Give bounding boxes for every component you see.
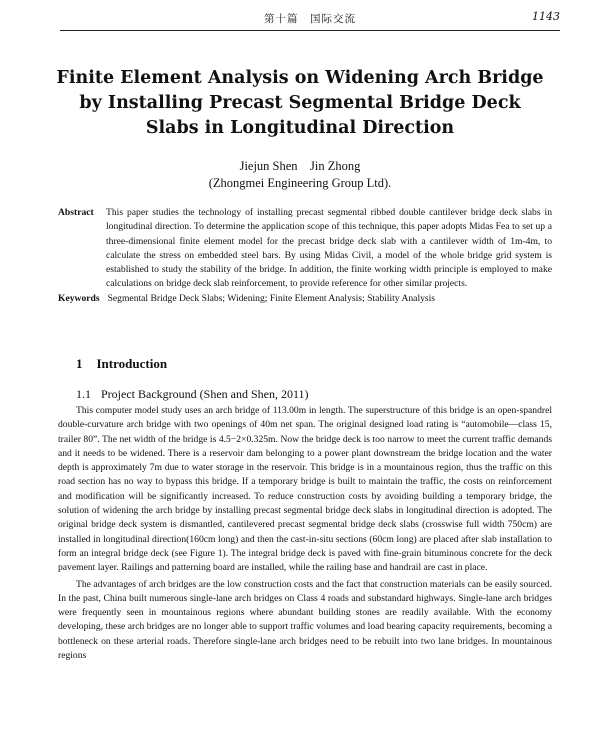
- chapter-title: 第十篇 国际交流: [264, 13, 356, 25]
- abstract-block: [58, 206, 552, 306]
- author-affiliation: (Zhongmei Engineering Group Ltd).: [208, 176, 392, 190]
- subsection-heading: [76, 387, 309, 402]
- page-number: 1143: [532, 10, 560, 23]
- section-title: Introduction: [96, 356, 168, 371]
- title-line: by Installing Precast Segmental Bridge Deck: [79, 93, 521, 113]
- section-number: 1: [76, 356, 83, 371]
- title-line: Slabs in Longitudinal Direction: [145, 118, 455, 138]
- abstract-label: Abstract: [58, 207, 94, 218]
- paper-title: [50, 66, 550, 141]
- body-text: [58, 404, 552, 665]
- running-header: [60, 8, 560, 31]
- subsection-number: 1.1: [76, 387, 91, 401]
- body-paragraph: This computer model study uses an arch bridge of 113.00m in length. The superstructure of this bridge is an open-spandrel double-curvature arch bridge with two openings of 40m net span. The original designed load rating is “automobile—class 15, trailer 80”. The net width of the bridge is 4.5−2×0.325m. Now the bridge deck is too narrow to meet the current traffic demands and it needs to be widened. There is a reservoir dam belonging to a power plant downstream the bridge location and the water depth is approximately 7m due to water storage in the reservoir. This bridge is in a mountainous region, thus the traffic on this road section has no way to bypass this bridge. If a temporary bridge is built to maintain the traffic, the costs on reinforcement and modification will be significantly increased. To reduce construction costs by avoiding building a temporary bridge, the solution of widening the arch bridge by installing precast segmental bridge deck slabs in longitudinal direction is adopted. The original bridge deck system is dismantled, cantilevered precast segmental bridge deck slabs (crosswise full width 750cm) are installed in longitudinal direction(160cm long) and then the cast-in-situ sections (60cm long) are placed after slab installation to form an integral bridge deck (see Figure 1). The integral bridge deck is paved with fine-grain bituminous concrete for the deck pavement layer. Railings and patterning board are installed, while the railing base and handrail are cast in place.: [58, 405, 552, 574]
- section-heading: [76, 356, 167, 372]
- author-names: Jiejun Shen Jin Zhong: [239, 159, 361, 173]
- subsection-title: Project Background (Shen and Shen, 2011): [101, 387, 309, 401]
- body-paragraph: The advantages of arch bridges are the low construction costs and the fact that construction materials can be easily sourced. In the past, China built numerous single-lane arch bridges on Class 4 roads and substandard highways. Single-lane arch bridges were frequently seen in mountainous regions where abundant building stones are readily available. With the economy developing, these arch bridges are no longer able to support traffic volumes and load bearing capacity requirements, becoming a bottleneck on these arterial roads. Therefore single-lane arch bridges need to be rebuilt into two lane bridges. In mountainous regions: [58, 578, 552, 662]
- title-line: Finite Element Analysis on Widening Arch Bridge: [56, 68, 544, 88]
- keywords-text: Segmental Bridge Deck Slabs; Widening; Finite Element Analysis; Stability Analysis: [107, 292, 436, 304]
- author-block: [50, 158, 550, 192]
- abstract-text: This paper studies the technology of installing precast segmental ribbed double cantilever bridge deck slabs in longitudinal direction. To determine the application scope of this technique, this paper adopts Midas Fea to set up a three-dimensional finite element model for the precast bridge deck slab with a cantilever width of 1m-4m, to calculate the stress on embedded steel bars. By using Midas Civil, a model of the whole bridge grid system is established to study the stability of the bridge. In addition, the finite working width principle is employed to make calculations on bridge deck slab reinforcement, to provide reference for other similar projects.: [106, 207, 552, 290]
- keywords-label: Keywords: [58, 292, 100, 304]
- keywords-line: [58, 292, 552, 306]
